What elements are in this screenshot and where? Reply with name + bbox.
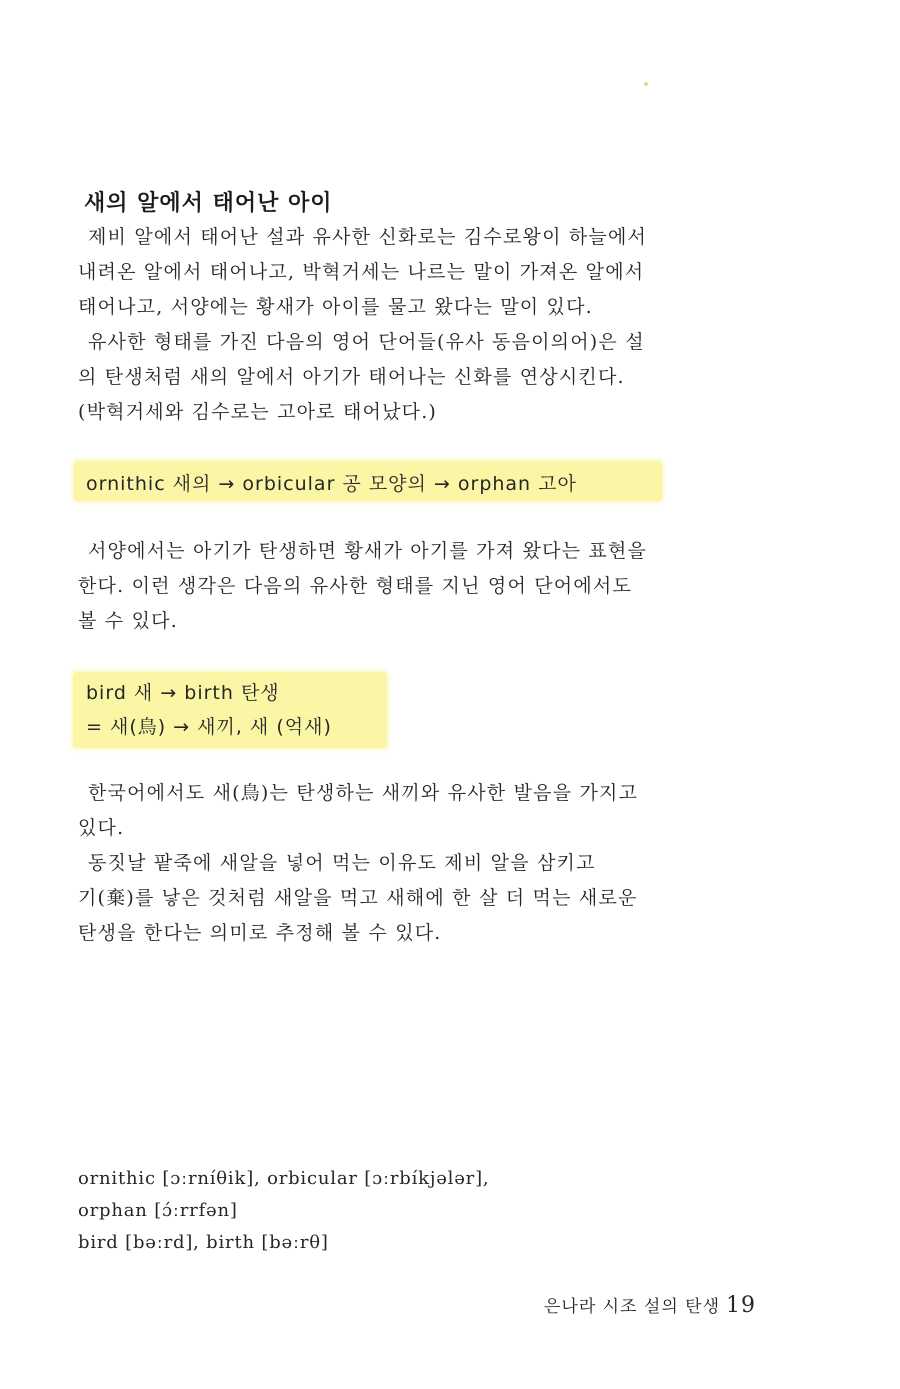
paragraph-line: 있다.	[78, 817, 125, 839]
highlight-box-bird-birth	[73, 672, 387, 748]
paragraph-line: (박혁거세와 김수로는 고아로 태어났다.)	[78, 401, 438, 423]
paragraph-line: 의 탄생처럼 새의 알에서 아기가 태어나는 신화를 연상시킨다.	[78, 366, 625, 388]
pronunciation-line: bird [bəːrd], birth [bəːrθ]	[78, 1232, 329, 1253]
pronunciation-notes	[78, 1163, 489, 1259]
paragraph-3	[78, 776, 768, 951]
paragraph-line: 볼 수 있다.	[78, 610, 178, 632]
section-title: 새의 알에서 태어난 아이	[84, 191, 333, 216]
paragraph-line: 기(棄)를 낳은 것처럼 새알을 먹고 새해에 한 살 더 먹는 새로운	[78, 887, 638, 909]
highlight-line: bird 새 → birth 탄생	[86, 682, 280, 704]
running-title: 은나라 시조 설의 탄생	[543, 1297, 720, 1317]
paragraph-line: 내려온 알에서 태어나고, 박혁거세는 나르는 말이 가져온 알에서	[78, 261, 645, 283]
highlight-box-word-chain	[74, 461, 662, 501]
paragraph-line: 서양에서는 아기가 탄생하면 황새가 아기를 가져 왔다는 표현을	[88, 540, 648, 562]
paragraph-2	[78, 534, 768, 639]
paragraph-line: 탄생을 한다는 의미로 추정해 볼 수 있다.	[78, 922, 442, 944]
pronunciation-line: orphan [ɔ́ːrrfən]	[78, 1200, 238, 1221]
page-number: 19	[726, 1293, 756, 1318]
page-footer	[544, 1292, 756, 1318]
pronunciation-line: ornithic [ɔːrníθik], orbicular [ɔːrbíkjələr],	[78, 1168, 490, 1189]
decorative-dot	[644, 82, 648, 86]
paragraph-line: 유사한 형태를 가진 다음의 영어 단어들(유사 동음이의어)은 설	[88, 331, 645, 353]
paragraph-line: 한국어에서도 새(鳥)는 탄생하는 새끼와 유사한 발음을 가지고	[88, 782, 639, 804]
paragraph-line: 동짓날 팥죽에 새알을 넣어 먹는 이유도 제비 알을 삼키고	[88, 852, 596, 874]
paragraph-line: 태어나고, 서양에는 황새가 아이를 물고 왔다는 말이 있다.	[78, 296, 593, 318]
highlight-line: = 새(鳥) → 새끼, 새 (억새)	[86, 716, 332, 738]
paragraph-line: 한다. 이런 생각은 다음의 유사한 형태를 지닌 영어 단어에서도	[78, 575, 633, 597]
paragraph-line: 제비 알에서 태어난 설과 유사한 신화로는 김수로왕이 하늘에서	[88, 226, 648, 248]
highlight-line: ornithic 새의 → orbicular 공 모양의 → orphan 고아	[86, 473, 577, 495]
paragraph-1	[78, 220, 768, 430]
